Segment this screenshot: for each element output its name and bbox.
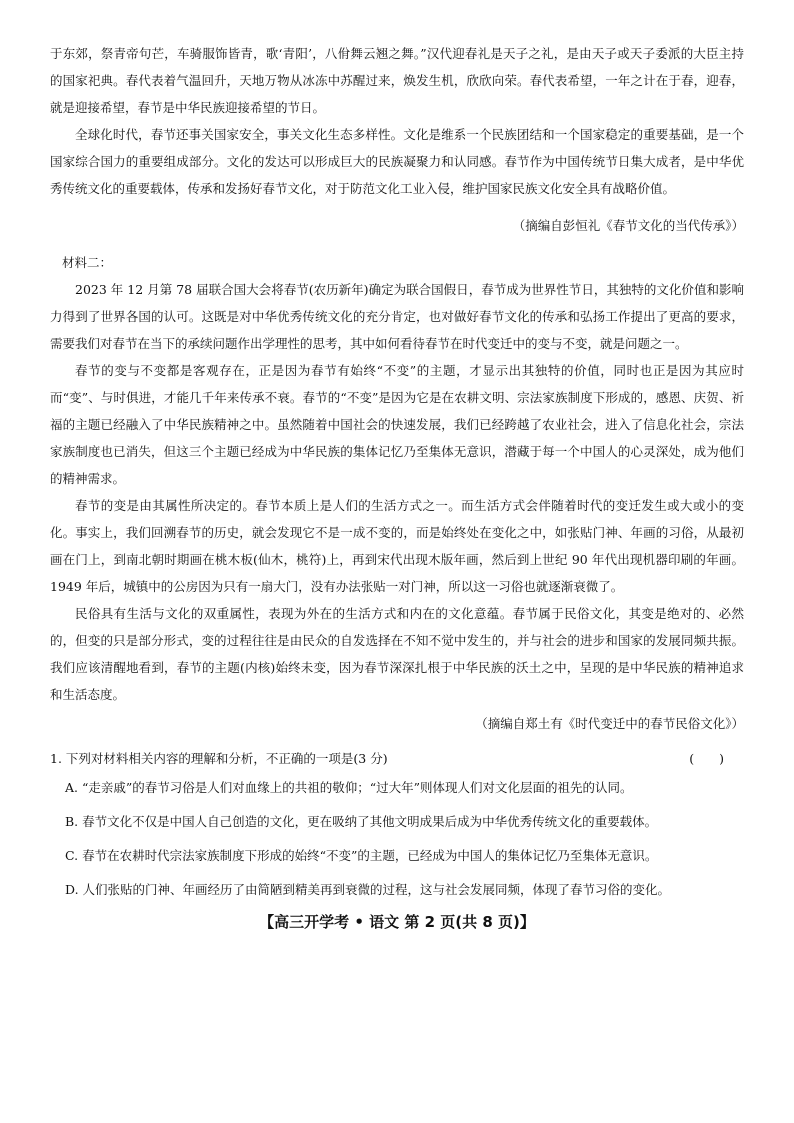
material-heading: 材料二：	[62, 255, 113, 270]
option-d: D. 人们张贴的门神、年画经历了由简陋到精美再到衰微的过程，这与社会发展同频，体现了春节习俗的变化。	[65, 882, 671, 897]
paragraph: 民俗具有生活与文化的双重属性，表现为外在的生活方式和内在的文化意蕴。春节属于民俗文化，其变是绝对的、必然的，但变的只是部分形式，变的过程往往是由民众的自发选择在不知不觉中发生的，并与社会的进步和国家的发展同频共振。我们应该清醒地看到，春节的主题(内核)始终未变，因为春节深深扎根于中华民族的沃土之中，呈现的是中华民族的精神追求和生活态度。	[50, 606, 744, 702]
option-b: B. 春节文化不仅是中国人自己创造的文化，更在吸纳了其他文明成果后成为中华优秀传统文化的重要载体。	[65, 814, 658, 829]
paragraph: 春节的变与不变都是客观存在，正是因为春节有始终“不变”的主题，才显示出其独特的价值，同时也正是因为其应时而“变”、与时俱进，才能几千年来传承不衰。春节的“不变”是因为它是在农耕文明、宗法家族制度下形成的，感恩、庆贺、祈福的主题已经融入了中华民族精神之中。虽然随着中国社会的快速发展，我们已经跨越了农业社会，进入了信息化社会，宗法家族制度也已消失，但这三个主题已经成为中华民族的集体记忆乃至集体无意识，潜藏于每一个中国人的心灵深处，成为他们的精神需求。	[50, 363, 744, 486]
question-1	[50, 747, 744, 907]
question-stem	[50, 747, 744, 771]
option-c: C. 春节在农耕时代宗法家族制度下形成的始终“不变”的主题，已经成为中国人的集体记忆乃至集体无意识。	[65, 848, 658, 863]
material-2	[50, 249, 744, 737]
paragraph: 春节的变是由其属性所决定的。春节本质上是人们的生活方式之一。而生活方式会伴随着时代的变迁发生或大或小的变化。事实上，我们回溯春节的历史，就会发现它不是一成不变的，而是始终处在变化之中，如张贴门神、年画的习俗，从最初画在门上，到南北朝时期画在桃木板(仙木，桃符)上，再到宋代出现木版年画，然后到上世纪 90 年代出现机器印刷的年画。1949 年后，城镇中的公房因为只有一扇大门，没有办法张贴一对门神，所以这一习俗也就逐渐衰微了。	[50, 498, 744, 594]
page-footer: 【高三开学考 • 语文 第 2 页(共 8 页)】	[259, 913, 535, 931]
paragraph: 2023 年 12 月第 78 届联合国大会将春节(农历新年)确定为联合国假日，春节成为世界性节日，其独特的文化价值和影响力得到了世界各国的认可。这既是对中华优秀传统文化的充分肯定，也对做好春节文化的传承和弘扬工作提出了更高的要求，需要我们对春节在当下的承续问题作出学理性的思考，其中如何看待春节在时代变迁中的变与不变，就是问题之一。	[50, 282, 744, 351]
material-1-tail	[50, 40, 744, 239]
question-text: 1. 下列对材料相关内容的理解和分析，不正确的一项是(3 分)	[50, 751, 388, 766]
source-citation: （摘编自郑土有《时代变迁中的春节民俗文化》）	[475, 716, 744, 731]
option-a: A. “走亲戚”的春节习俗是人们对血缘上的共祖的敬仰；“过大年”则体现人们对文化层面的祖先的认同。	[65, 780, 633, 795]
exam-page	[50, 40, 744, 932]
source-citation: （摘编自彭恒礼《春节文化的当代传承》）	[512, 218, 744, 233]
paragraph: 于东郊，祭青帝句芒，车骑服饰皆青，歌‘青阳’，八佾舞云翘之舞。”汉代迎春礼是天子之礼，是由天子或天子委派的大臣主持的国家祀典。春代表着气温回升，天地万物从冰冻中苏醒过来，焕发生机，欣欣向荣。春代表希望，一年之计在于春，迎春，就是迎接希望，春节是中华民族迎接希望的节日。	[50, 46, 744, 115]
answer-bracket: ( )	[689, 751, 724, 766]
paragraph: 全球化时代，春节还事关国家安全，事关文化生态多样性。文化是维系一个民族团结和一个国家稳定的重要基础，是一个国家综合国力的重要组成部分。文化的发达可以形成巨大的民族凝聚力和认同感。春节作为中国传统节日集大成者，是中华优秀传统文化的重要载体，传承和发扬好春节文化，对于防范文化工业入侵，维护国家民族文化安全具有战略价值。	[50, 127, 744, 196]
